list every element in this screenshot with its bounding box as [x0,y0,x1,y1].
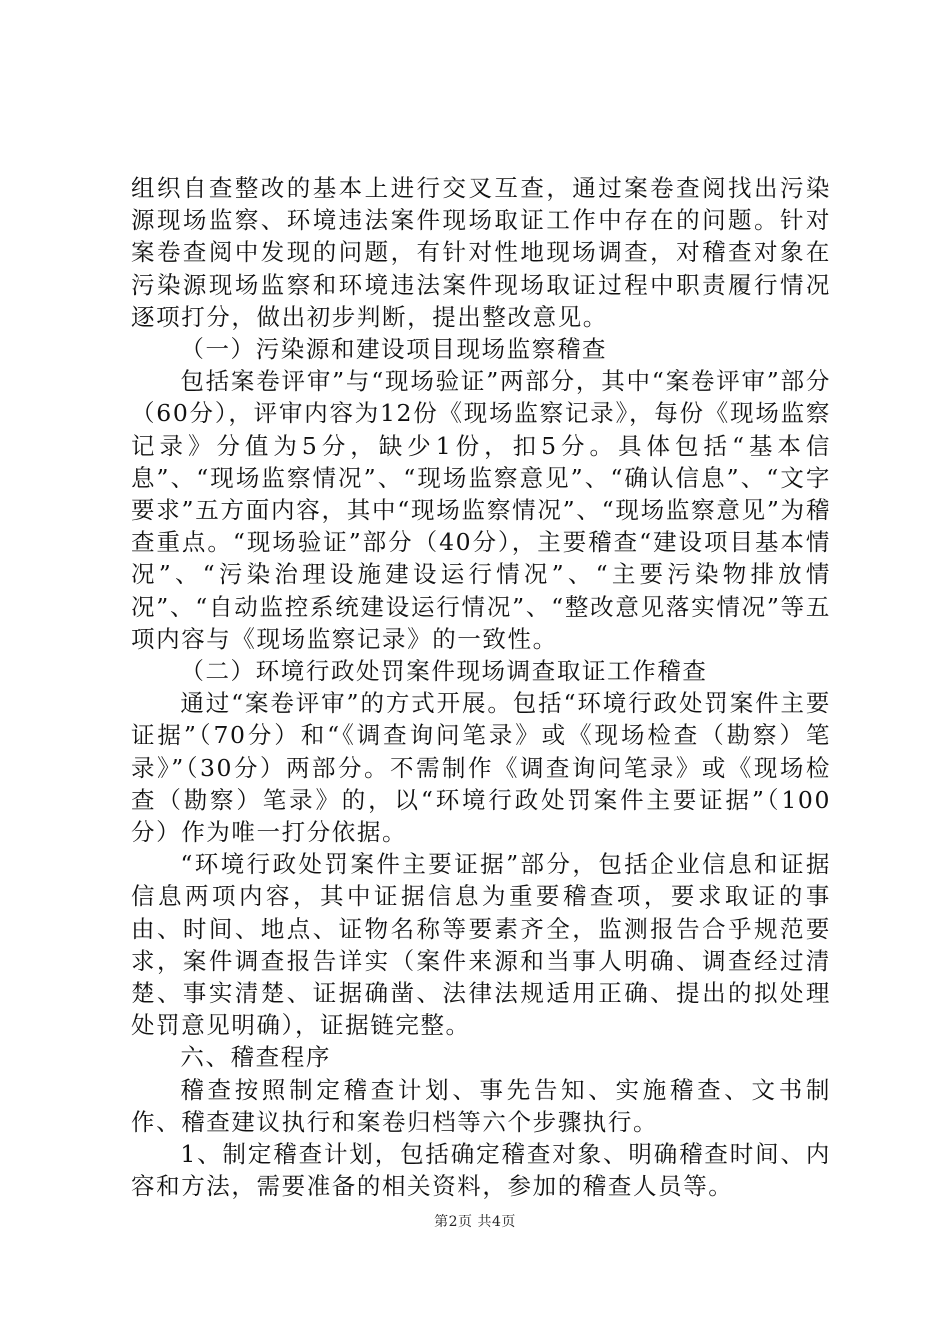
paragraph-intro: 组织自查整改的基本上进行交叉互查，通过案卷查阅找出污染源现场监察、环境违法案件现场取证工作中存在的问题。针对案卷查阅中发现的问题，有针对性地现场调查，对稽查对象在污染源现场监察和环境违法案件现场取证过程中职责履行情况逐项打分，做出初步判断，提出整改意见。 [131,174,831,331]
paragraph-procedure: 稽查按照制定稽查计划、事先告知、实施稽查、文书制作、稽查建议执行和案卷归档等六个步骤执行。 [131,1075,831,1136]
document-body [131,172,831,1203]
section-heading-1: （一）污染源和建设项目现场监察稽查 [180,335,608,364]
paragraph-step-1: 1、制定稽查计划，包括确定稽查对象、明确稽查时间、内容和方法，需要准备的相关资料，参加的稽查人员等。 [131,1140,831,1201]
section-heading-procedure: 六、稽查程序 [180,1043,331,1072]
section-heading-2: （二）环境行政处罚案件现场调查取证工作稽查 [180,657,708,686]
paragraph-evidence: “环境行政处罚案件主要证据”部分，包括企业信息和证据信息两项内容，其中证据信息为重要稽查项，要求取证的事由、时间、地点、证物名称等要素齐全，监测报告合乎规范要求，案件调查报告详实（案件来源和当事人明确、调查经过清楚、事实清楚、证据确凿、法律法规适用正确、提出的拟处理处罚意见明确），证据链完整。 [131,850,831,1040]
page-footer: 第2页 共4页 [434,1214,516,1230]
paragraph-section-1: 包括案卷评审”与“现场验证”两部分，其中“案卷评审”部分（60分），评审内容为12份《现场监察记录》，每份《现场监察记录》分值为5分，缺少1份，扣5分。具体包括“基本信息”、“现场监察情况”、“现场监察意见”、“确认信息”、“文字要求”五方面内容，其中“现场监察情况”、“现场监察意见”为稽查重点。“现场验证”部分（40分），主要稽查“建设项目基本情况”、“污染治理设施建设运行情况”、“主要污染物排放情况”、“自动监控系统建设运行情况”、“整改意见落实情况”等五项内容与《现场监察记录》的一致性。 [131,367,831,653]
paragraph-section-2: 通过“案卷评审”的方式开展。包括“环境行政处罚案件主要证据”（70分）和“《调查询问笔录》或《现场检查（勘察）笔录》”（30分）两部分。不需制作《调查询问笔录》或《现场检查（勘察）笔录》的，以“环境行政处罚案件主要证据”（100分）作为唯一打分依据。 [131,689,831,847]
